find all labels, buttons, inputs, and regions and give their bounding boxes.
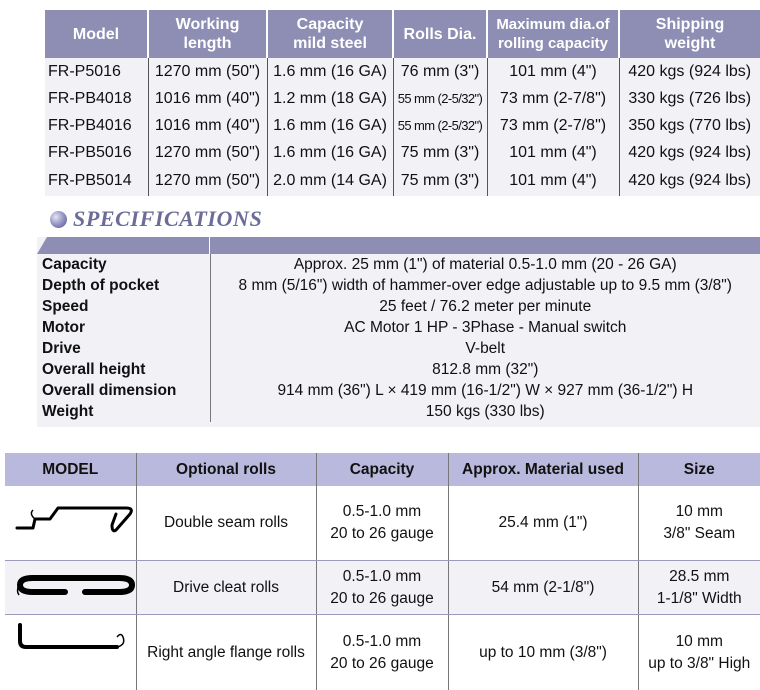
specifications-panel [37,237,760,427]
roll-size: 10 mm up to 3/8" High [638,615,760,690]
spec-row [37,275,760,296]
header-capacity: Capacity mild steel [267,10,393,58]
roll-capacity: 0.5-1.0 mm 20 to 26 gauge [316,615,448,690]
spec-row [37,380,760,401]
header-max-dia: Maximum dia.of rolling capacity [487,10,619,58]
length-cell: 1016 mm (40") [148,85,267,112]
spec-label: Speed [37,296,210,317]
roll-name: Right angle flange rolls [136,615,316,690]
header-shipping-weight: Shipping weight [619,10,760,58]
spec-value: 25 feet / 76.2 meter per minute [210,296,760,317]
weight-cell: 420 kgs (924 lbs) [619,58,760,85]
spec-row [37,296,760,317]
table-row [45,112,760,139]
rolls-cell: 75 mm (3") [393,139,487,166]
table-row [45,85,760,112]
spec-row [37,317,760,338]
rolls-cell: 55 mm (2-5/32") [393,112,487,139]
table-row [5,561,760,615]
roll-material: 25.4 mm (1") [448,486,638,561]
rolls-header-row [5,453,760,486]
max-cell: 73 mm (2-7/8") [487,112,619,139]
specifications-title: SPECIFICATIONS [73,206,262,232]
rolls-cell: 55 mm (2-5/32") [393,85,487,112]
max-cell: 101 mm (4") [487,139,619,166]
capacity-cell: 1.6 mm (16 GA) [267,112,393,139]
spec-value: 8 mm (5/16") width of hammer-over edge adjustable up to 9.5 mm (3/8") [210,275,760,296]
spec-row [37,254,760,275]
spec-value: 812.8 mm (32") [210,359,760,380]
table-row [45,166,760,196]
roll-size: 28.5 mm 1-1/8" Width [638,561,760,615]
header-material: Approx. Material used [448,453,638,486]
spec-label: Weight [37,401,210,422]
max-cell: 73 mm (2-7/8") [487,85,619,112]
header-size: Size [638,453,760,486]
double-seam-profile-icon [5,486,136,553]
spec-value: 914 mm (36") L × 419 mm (16-1/2") W × 927 mm (36-1/2") H [210,380,760,401]
roll-material: 54 mm (2-1/8") [448,561,638,615]
model-cell: FR-PB5014 [45,166,148,196]
spec-label: Overall dimension [37,380,210,401]
rolls-cell: 75 mm (3") [393,166,487,196]
model-cell: FR-P5016 [45,58,148,85]
roll-size: 10 mm 3/8" Seam [638,486,760,561]
roll-name: Drive cleat rolls [136,561,316,615]
roll-material: up to 10 mm (3/8") [448,615,638,690]
table-row [45,139,760,166]
spec-label: Motor [37,317,210,338]
table-row [5,615,760,690]
max-cell: 101 mm (4") [487,166,619,196]
specifications-table [37,254,760,422]
bullet-icon [50,211,67,228]
capacity-cell: 1.6 mm (16 GA) [267,139,393,166]
header-model: Model [45,10,148,58]
roll-name: Double seam rolls [136,486,316,561]
models-table [45,10,760,196]
model-cell: FR-PB4018 [45,85,148,112]
rolls-cell: 76 mm (3") [393,58,487,85]
spec-label: Overall height [37,359,210,380]
header-capacity: Capacity [316,453,448,486]
profile-cell [5,615,136,690]
header-rolls-dia: Rolls Dia. [393,10,487,58]
spec-label: Drive [37,338,210,359]
spec-value: V-belt [210,338,760,359]
profile-cell [5,561,136,615]
header-optional-rolls: Optional rolls [136,453,316,486]
right-angle-flange-profile-icon [5,615,136,683]
length-cell: 1270 mm (50") [148,139,267,166]
roll-capacity: 0.5-1.0 mm 20 to 26 gauge [316,561,448,615]
spec-row [37,338,760,359]
spec-row [37,401,760,422]
roll-capacity: 0.5-1.0 mm 20 to 26 gauge [316,486,448,561]
spec-label: Depth of pocket [37,275,210,296]
spec-value: AC Motor 1 HP - 3Phase - Manual switch [210,317,760,338]
weight-cell: 330 kgs (726 lbs) [619,85,760,112]
model-cell: FR-PB4016 [45,112,148,139]
model-cell: FR-PB5016 [45,139,148,166]
spec-row [37,359,760,380]
capacity-cell: 1.6 mm (16 GA) [267,58,393,85]
length-cell: 1270 mm (50") [148,58,267,85]
specifications-heading [50,205,262,233]
length-cell: 1016 mm (40") [148,112,267,139]
max-cell: 101 mm (4") [487,58,619,85]
weight-cell: 350 kgs (770 lbs) [619,112,760,139]
spec-label: Capacity [37,254,210,275]
spec-value: 150 kgs (330 lbs) [210,401,760,422]
models-header-row [45,10,760,58]
drive-cleat-profile-icon [5,561,136,607]
weight-cell: 420 kgs (924 lbs) [619,139,760,166]
header-working-length: Working length [148,10,267,58]
length-cell: 1270 mm (50") [148,166,267,196]
weight-cell: 420 kgs (924 lbs) [619,166,760,196]
spec-value: Approx. 25 mm (1") of material 0.5-1.0 mm (20 - 26 GA) [210,254,760,275]
optional-rolls-table [5,453,760,690]
table-row [45,58,760,85]
specifications-header-bar [37,237,760,254]
capacity-cell: 2.0 mm (14 GA) [267,166,393,196]
profile-cell [5,486,136,561]
table-row [5,486,760,561]
capacity-cell: 1.2 mm (18 GA) [267,85,393,112]
header-model: MODEL [5,453,136,486]
